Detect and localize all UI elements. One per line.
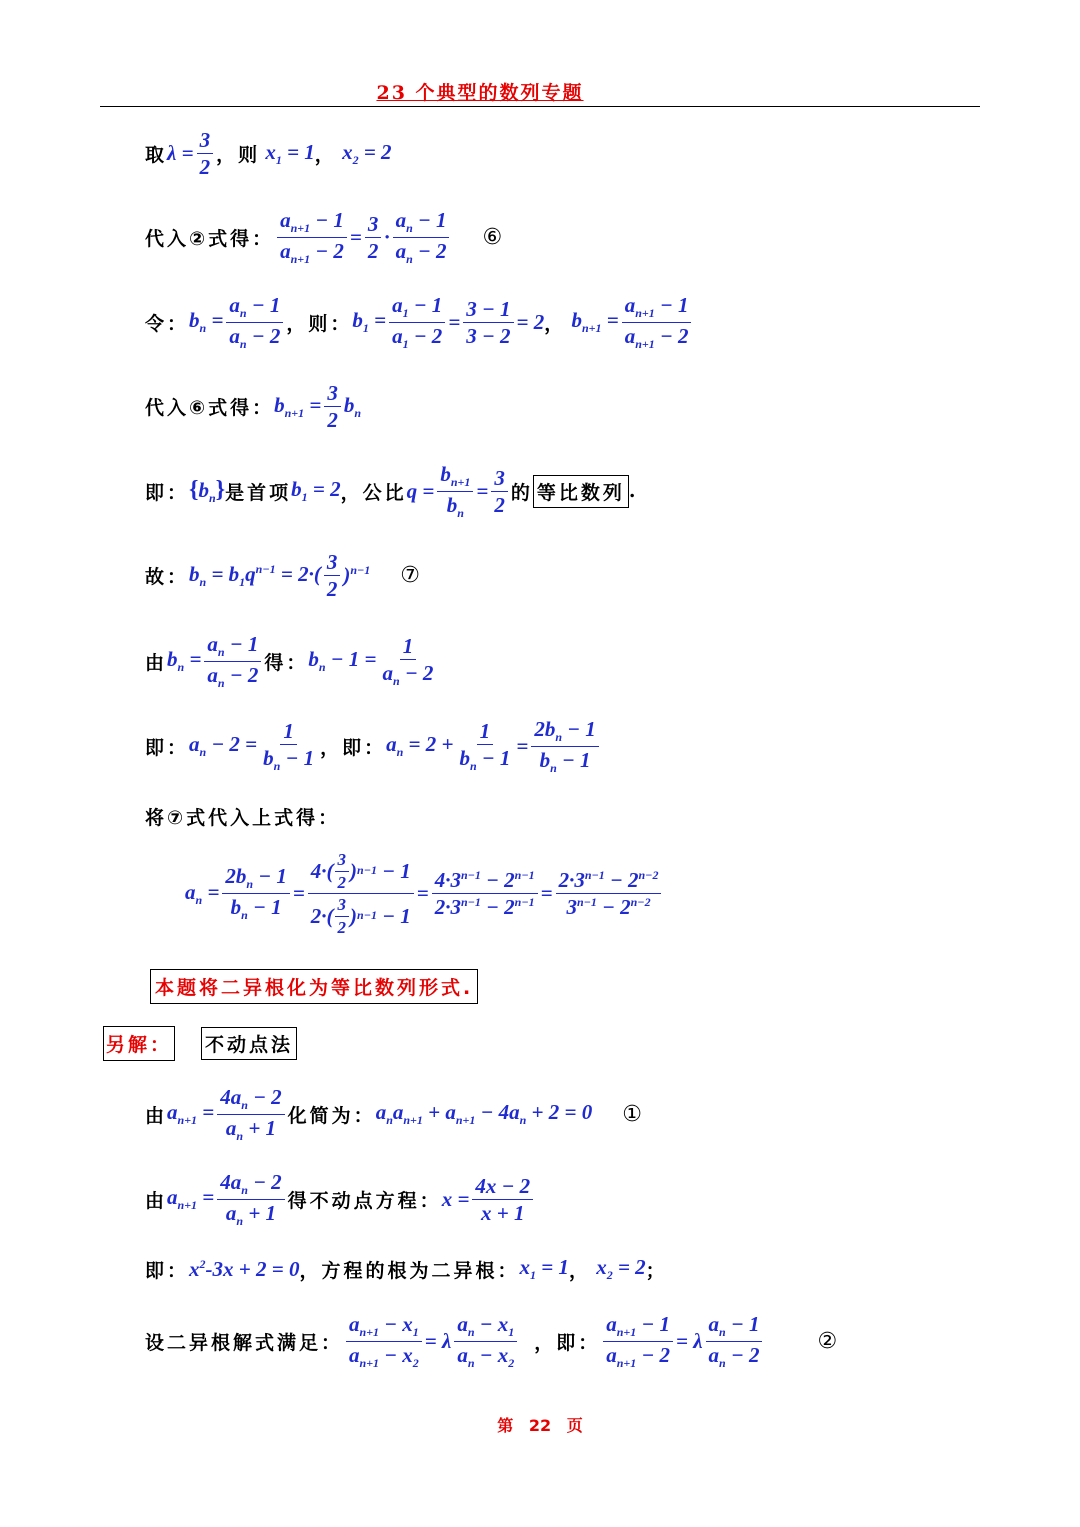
line-geometric: 即： $\{b_n\}$ 是首项 $b_1 = 2$ ，公比 q = $\frac{b_{n+1}}{b_n}$ = $\frac{3}{2}$ 的 等比数列 . (145, 462, 636, 521)
line-lambda: 取 λ = $\frac{3}{2}$ ，则 $x_1 = 1$ ， $x_2 = 2$ (145, 128, 392, 180)
page-number: 第 22 页 (497, 1416, 583, 1435)
note-box: 本题将二异根化为等比数列形式. (150, 969, 478, 1004)
line-substitute-7: 将⑦式代入上式得： (145, 807, 341, 829)
line-substitute-6: 代入⑥式得： $b_{n+1}$ = $\frac{3}{2}$ $b_n$ (145, 381, 362, 433)
geometric-sequence-box: 等比数列 (533, 475, 629, 508)
header-rule (100, 106, 980, 107)
line-fixed-point-eq: 由 $a_{n+1}$ = $\frac{4a_n - 2}{a_n + 1}$ 得不动点方程： x = $\frac{4x - 2}{x + 1}$ (145, 1170, 536, 1229)
line-roots: 即： $x^2-3x + 2 = 0$ ，方程的根为二异根： $x_1 = 1$ ， $x_2 = 2$ ； (145, 1255, 668, 1283)
fixed-point-method-box: 不动点法 (201, 1027, 297, 1060)
line-substitute-2: 代入②式得： $\frac{a_{n+1} - 1}{a_{n+1} - 2}$ = $\frac{3}{2}$ · $\frac{a_n - 1}{a_n - 2}$ ⑥ (145, 208, 503, 267)
line-from-bn: 由 $b_n$ = $\frac{a_n - 1}{a_n - 2}$ 得： $b_n - 1$ = $\frac{1}{a_n - 2}$ (145, 632, 434, 691)
line-final-formula: $a_n$ = $\frac{2b_n - 1}{b_n - 1}$ = 4·( $\frac{3}{2}$ ) n−1 − 1 2·( $\frac{3}{2}$ ) n−1 − 1 = $\frac{4\cdot 3^{n-1} - 2^{n-1}}{2\cdot 3^{n-1} - 2^{n-1}}$ = $\frac{2\cdot 3^{n-1} - 2^{n-2}}{3^{n-1} - 2^{n-2}}$ (185, 850, 664, 937)
line-define-b: 令： $b_n$ = $\frac{a_n - 1}{a_n - 2}$ ，则： $b_1$ = $\frac{a_1 - 1}{a_1 - 2}$ = $\frac{3 - 1}{3 - 2}$ = 2 ， $b_{n+1}$ = $\frac{a_{n+1} - 1}{a_{n+1} - 2}$ (145, 293, 694, 352)
line-an-formula: 即： $a_n - 2$ = $\frac{1}{b_n - 1}$ ，即： $a_n = 2$ + $\frac{1}{b_n - 1}$ = $\frac{2b_n - 1}{b_n - 1}$ (145, 717, 602, 776)
alt-solution-heading: 另解： 不动点法 (103, 1026, 297, 1061)
line-bn-formula: 故： $b_n = b_1q^{n-1} = 2\cdot$( $\frac{3}{2}$ )$^{n-1}$ ⑦ (145, 550, 421, 602)
line-two-roots: 设二异根解式满足： $\frac{a_{n+1} - x_1}{a_{n+1} - x_2}$ = λ $\frac{a_n - x_1}{a_n - x_2}$ ，即： $\frac{a_{n+1} - 1}{a_{n+1} - 2}$ = λ $\frac{a_n - 1}{a_n - 2}$ ② (145, 1312, 838, 1371)
page-header-title: 23 个典型的数列专题 (376, 82, 584, 104)
line-simplify: 由 $a_{n+1}$ = $\frac{4a_n - 2}{a_n + 1}$ 化简为： $a_na_{n+1} + a_{n+1} - 4a_n + 2 = 0$ ① (145, 1085, 642, 1144)
